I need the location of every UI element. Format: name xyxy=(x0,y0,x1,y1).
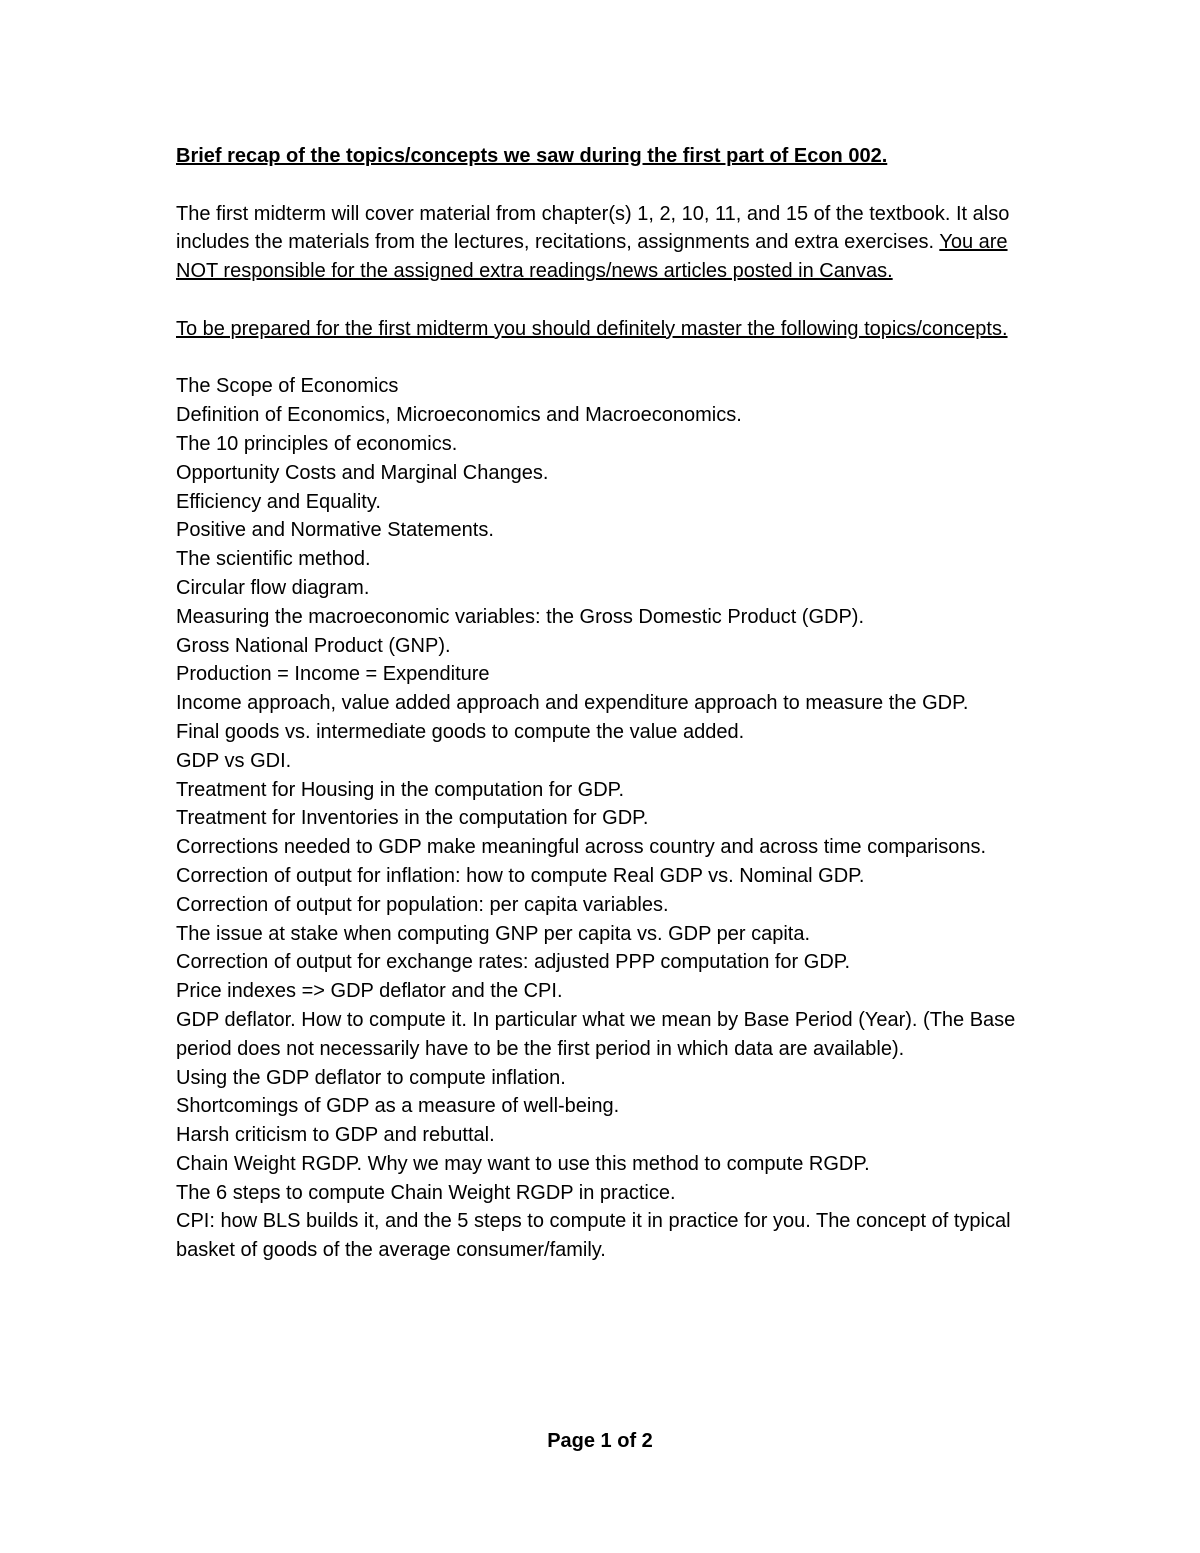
topic-item: The 10 principles of economics. xyxy=(176,432,458,455)
topic-item: Corrections needed to GDP make meaningful across country and across time comparisons. xyxy=(176,836,987,859)
topic-list xyxy=(176,372,1016,1265)
topic-item: Shortcomings of GDP as a measure of well-being. xyxy=(176,1095,620,1118)
topic-item: Positive and Normative Statements. xyxy=(176,519,494,542)
topic-item: Correction of output for inflation: how to compute Real GDP vs. Nominal GDP. xyxy=(176,864,865,887)
topic-item: Circular flow diagram. xyxy=(176,576,370,599)
blank-line xyxy=(176,171,1016,200)
topic-item: Correction of output for population: per capita variables. xyxy=(176,893,669,916)
topic-item: Treatment for Inventories in the computation for GDP. xyxy=(176,807,649,830)
topic-item: The scientific method. xyxy=(176,548,371,571)
topic-item: Measuring the macroeconomic variables: the Gross Domestic Product (GDP). xyxy=(176,605,865,628)
topic-item: GDP vs GDI. xyxy=(176,749,292,772)
topic-item: Price indexes => GDP deflator and the CPI. xyxy=(176,980,563,1003)
intro-paragraph xyxy=(176,200,1016,286)
topic-item: CPI: how BLS builds it, and the 5 steps to compute it in practice for you. The concept of typical basket of goods of the average consumer/family. xyxy=(176,1210,1011,1262)
blank-line xyxy=(176,286,1016,315)
page-number-footer: Page 1 of 2 xyxy=(547,1430,653,1452)
page-content xyxy=(176,142,1016,1265)
topic-item: Opportunity Costs and Marginal Changes. xyxy=(176,461,549,484)
intro-text: The first midterm will cover material from chapter(s) 1, 2, 10, 11, and 15 of the textbook. It also includes the materials from the lectures, recitations, assignments and extra exercises. xyxy=(176,202,1010,254)
topic-item: Final goods vs. intermediate goods to compute the value added. xyxy=(176,720,745,743)
topic-item: Correction of output for exchange rates: adjusted PPP computation for GDP. xyxy=(176,951,851,974)
topic-item: Using the GDP deflator to compute inflation. xyxy=(176,1066,566,1089)
blank-line xyxy=(176,344,1016,373)
document-title: Brief recap of the topics/concepts we saw during the first part of Econ 002. xyxy=(176,145,888,167)
topic-item: Production = Income = Expenditure xyxy=(176,663,490,686)
intro-underlined-note: You are NOT responsible for the assigned extra readings/news articles posted in Canvas. xyxy=(176,231,1008,283)
topic-item: Chain Weight RGDP. Why we may want to use this method to compute RGDP. xyxy=(176,1152,870,1175)
topic-item: GDP deflator. How to compute it. In particular what we mean by Base Period (Year). (The Base period does not necessarily have to be the first period in which data are available). xyxy=(176,1008,1016,1060)
topic-item: Gross National Product (GNP). xyxy=(176,634,451,657)
topic-item: Treatment for Housing in the computation for GDP. xyxy=(176,778,624,801)
topic-item: The Scope of Economics xyxy=(176,375,399,398)
topic-item: Definition of Economics, Microeconomics and Macroeconomics. xyxy=(176,404,742,427)
preparation-heading: To be prepared for the first midterm you should definitely master the following topics/concepts. xyxy=(176,317,1008,340)
topic-item: Harsh criticism to GDP and rebuttal. xyxy=(176,1124,495,1147)
topic-item: Efficiency and Equality. xyxy=(176,490,381,513)
topic-item: The 6 steps to compute Chain Weight RGDP in practice. xyxy=(176,1181,676,1204)
topic-item: The issue at stake when computing GNP per capita vs. GDP per capita. xyxy=(176,922,811,945)
topic-item: Income approach, value added approach and expenditure approach to measure the GDP. xyxy=(176,692,969,715)
